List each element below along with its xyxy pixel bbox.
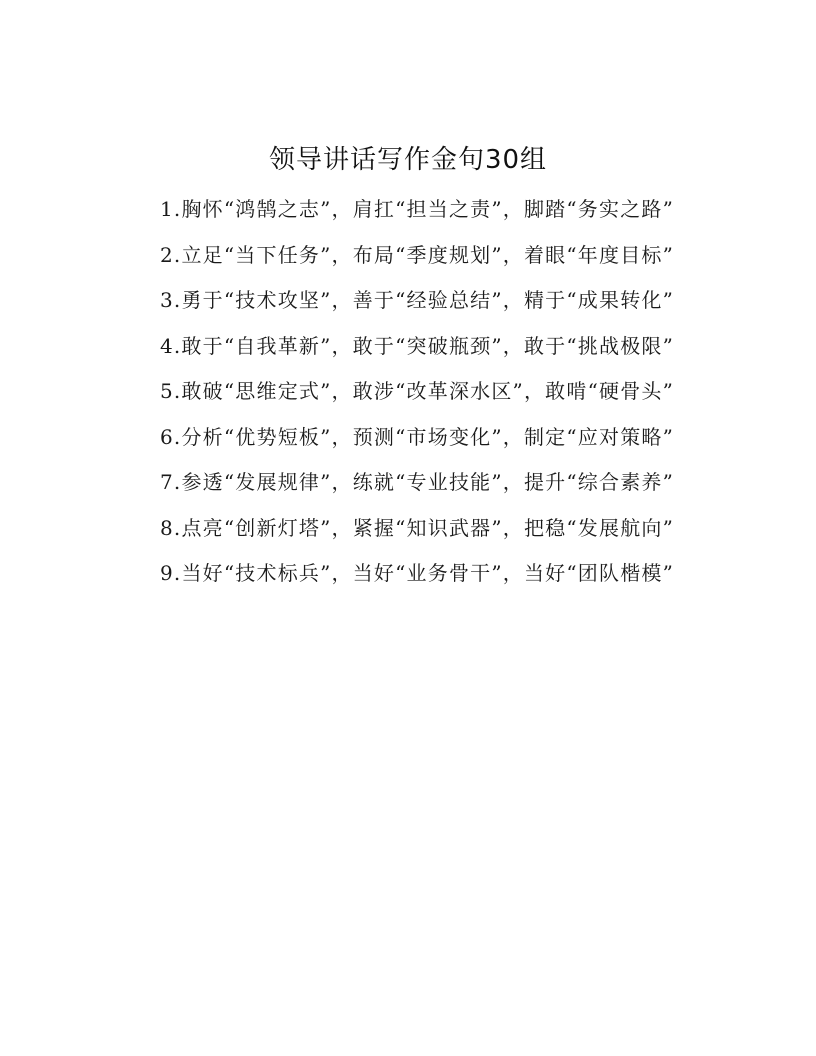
document-body	[120, 190, 696, 600]
list-item: 7.参透“发展规律”，练就“专业技能”，提升“综合素养”	[160, 470, 675, 494]
list-item: 3.勇于“技术攻坚”，善于“经验总结”，精于“成果转化”	[160, 288, 675, 312]
list-item: 5.敢破“思维定式”，敢涉“改革深水区”，敢啃“硬骨头”	[160, 379, 675, 403]
list-item: 1.胸怀“鸿鹄之志”，肩扛“担当之责”，脚踏“务实之路”	[160, 197, 675, 221]
list-item: 2.立足“当下任务”，布局“季度规划”，着眼“年度目标”	[160, 242, 675, 267]
list-item: 8.点亮“创新灯塔”，紧握“知识武器”，把稳“发展航向”	[160, 515, 675, 540]
list-item: 6.分析“优势短板”，预测“市场变化”，制定“应对策略”	[160, 424, 675, 449]
document-title: 领导讲话写作金句30组	[268, 145, 548, 175]
list-item: 9.当好“技术标兵”，当好“业务骨干”，当好“团队楷模”	[160, 561, 675, 585]
list-item: 4.敢于“自我革新”，敢于“突破瓶颈”，敢于“挑战极限”	[160, 333, 675, 358]
